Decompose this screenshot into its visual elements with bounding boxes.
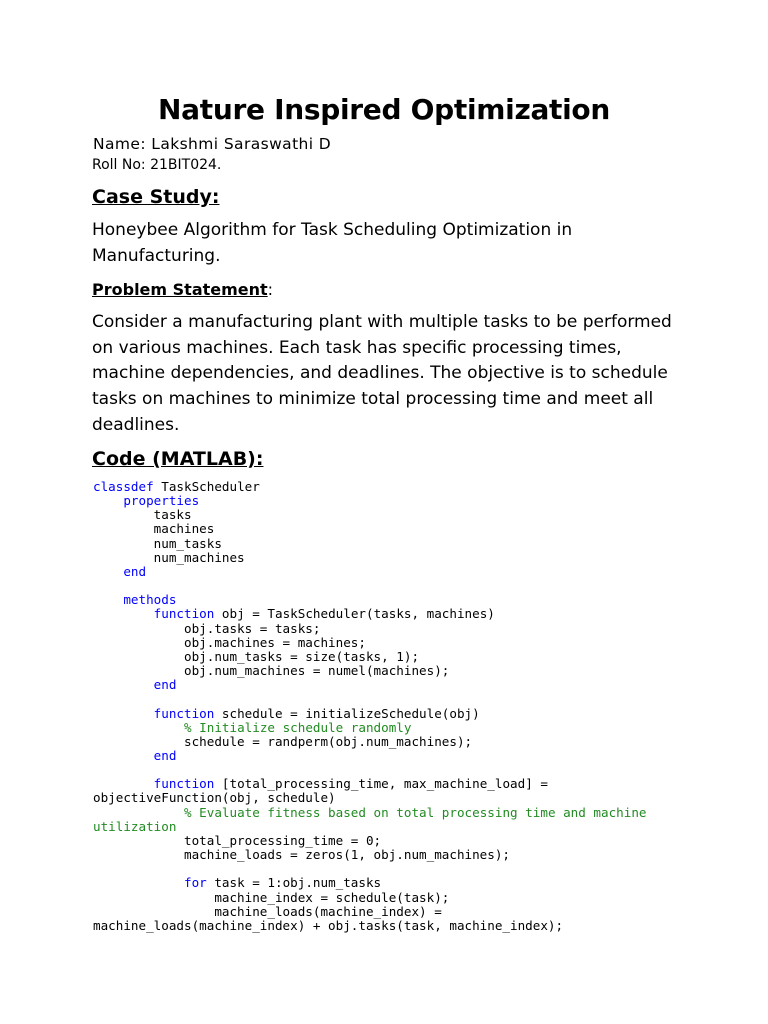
case-study-heading: Case Study: [92, 186, 220, 208]
code-block [93, 480, 647, 933]
code-line [93, 621, 320, 636]
code-line [93, 847, 510, 862]
code-text [93, 875, 184, 890]
code-text: schedule = initializeSchedule(obj) [214, 705, 480, 721]
code-text: obj.num_tasks = size(tasks, 1); [93, 648, 420, 664]
problem-statement-colon: : [267, 280, 274, 299]
code-text [93, 748, 154, 763]
code-line [93, 536, 222, 551]
code-line [93, 663, 449, 678]
code-line [93, 606, 495, 621]
code-text [93, 564, 123, 579]
code-keyword: function [153, 705, 215, 721]
code-line [93, 875, 381, 890]
code-line [93, 635, 366, 650]
code-line [93, 890, 449, 905]
code-line [93, 833, 381, 848]
code-line [93, 819, 176, 834]
code-text [93, 677, 154, 692]
code-line [93, 493, 199, 508]
code-line [93, 521, 214, 536]
code-line [93, 805, 647, 820]
code-line [93, 592, 176, 607]
problem-statement-label: Problem Statement [92, 280, 268, 299]
code-keyword: end [153, 747, 177, 763]
code-text: schedule = randperm(obj.num_machines); [93, 733, 473, 749]
code-keyword: end [123, 563, 147, 579]
code-line [93, 734, 472, 749]
code-line [93, 790, 336, 805]
document-title: Nature Inspired Optimization [158, 93, 610, 126]
code-line [93, 564, 146, 579]
code-keyword: function [153, 606, 215, 622]
problem-statement-text: Consider a manufacturing plant with multiple tasks to be performed on various machines. Each task has specific processing times, machine dependencies, and deadlines. The objective is to schedule tasks on machines to minimize total processing time and meet all deadlines. [92, 312, 672, 435]
code-keyword: end [153, 677, 177, 693]
code-text [93, 606, 154, 621]
code-comment: utilization [93, 818, 177, 834]
code-comment: % Evaluate fitness based on total processing time and machine [184, 804, 647, 820]
code-text: obj.machines = machines; [93, 634, 366, 650]
code-line [93, 748, 176, 763]
code-text [93, 592, 123, 607]
case-study-text: Honeybee Algorithm for Task Scheduling Optimization in Manufacturing. [92, 220, 573, 266]
code-text: num_machines [93, 549, 245, 565]
code-text: obj.num_machines = numel(machines); [93, 663, 450, 679]
author-name: Name: Lakshmi Saraswathi D [93, 135, 332, 153]
code-line [93, 918, 563, 933]
code-line [93, 550, 245, 565]
code-text: task = 1:obj.num_tasks [206, 875, 382, 891]
code-text: num_tasks [93, 535, 222, 551]
code-text: obj = TaskScheduler(tasks, machines) [214, 606, 495, 622]
roll-number: Roll No: 21BIT024. [92, 157, 222, 173]
code-keyword: function [153, 776, 215, 792]
code-line [93, 706, 480, 721]
code-text: [total_processing_time, max_machine_load] = [214, 776, 548, 792]
code-text: machine_index = schedule(task); [93, 889, 450, 905]
code-text: obj.tasks = tasks; [93, 620, 321, 636]
code-text: machines [93, 521, 215, 537]
code-comment: % Initialize schedule randomly [184, 719, 412, 735]
code-text: machine_loads = zeros(1, obj.num_machines); [93, 847, 511, 863]
code-line [93, 507, 192, 522]
problem-statement-heading [92, 279, 273, 301]
code-text [93, 776, 154, 791]
code-keyword: methods [123, 592, 177, 608]
code-keyword: properties [123, 493, 200, 509]
code-text [93, 493, 123, 508]
code-line [93, 720, 411, 735]
code-line [93, 649, 419, 664]
code-text: tasks [93, 507, 192, 523]
code-keyword: for [184, 875, 207, 891]
code-line [93, 776, 548, 791]
code-line [93, 479, 260, 494]
code-line [93, 677, 176, 692]
code-heading: Code (MATLAB): [92, 448, 264, 470]
code-text: total_processing_time = 0; [93, 832, 382, 848]
code-text: objectiveFunction(obj, schedule) [93, 790, 336, 806]
code-text: machine_loads(machine_index) + obj.tasks(task, machine_index); [93, 917, 564, 933]
code-line [93, 904, 442, 919]
code-text: machine_loads(machine_index) = [93, 903, 442, 919]
code-text [93, 720, 184, 735]
code-text: TaskScheduler [153, 479, 260, 494]
code-text [93, 805, 184, 820]
code-text [93, 706, 154, 721]
code-keyword: classdef [93, 479, 154, 494]
